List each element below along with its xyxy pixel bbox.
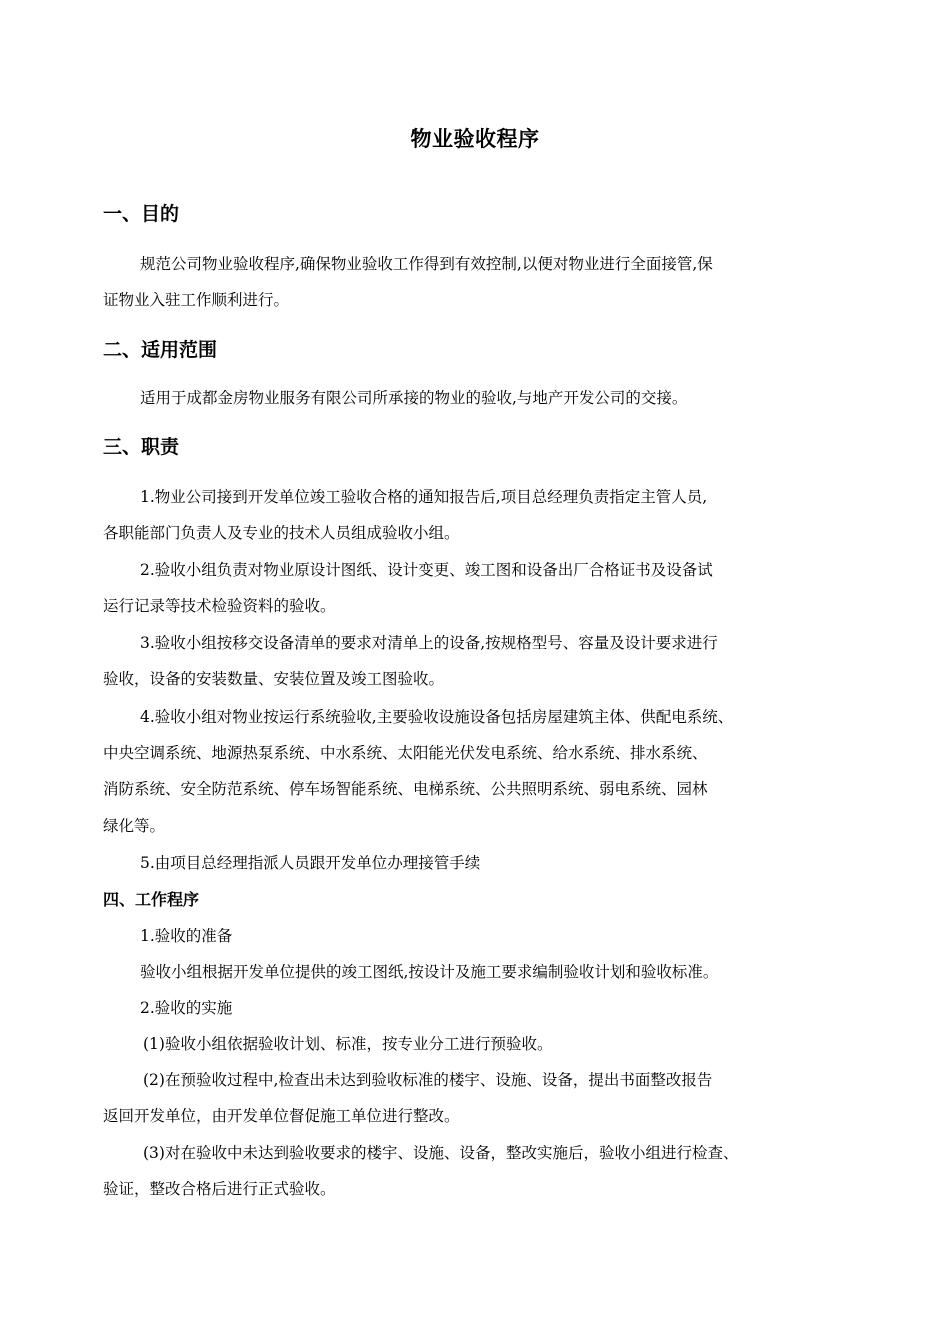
paragraph-line: 5.由项目总经理指派人员跟开发单位办理接管手续 [140,854,481,872]
section-heading-procedure: 四、工作程序 [103,890,200,909]
paragraph-line: 2.验收的实施 [140,999,233,1017]
paragraph-line: 中央空调系统、地源热泵系统、中水系统、太阳能光伏发电系统、给水系统、排水系统、 [103,744,708,762]
paragraph-line: (1)验收小组依据验收计划、标准，按专业分工进行预验收。 [143,1035,553,1053]
section-heading-responsibilities: 三、职责 [103,436,180,458]
document-title: 物业验收程序 [410,127,540,151]
paragraph-line: 消防系统、安全防范系统、停车场智能系统、电梯系统、公共照明系统、弱电系统、园林 [103,780,708,798]
section-heading-purpose: 一、目的 [103,203,180,225]
paragraph-line: 验证，整改合格后进行正式验收。 [103,1180,336,1198]
section-heading-scope: 二、适用范围 [103,339,218,361]
paragraph-line: 证物业入驻工作顺利进行。 [103,291,290,309]
paragraph-line: 运行记录等技术检验资料的验收。 [103,597,336,615]
paragraph-line: 4.验收小组对物业按运行系统验收,主要验收设施设备包括房屋建筑主体、供配电系统、 [140,708,734,726]
paragraph-line: 适用于成都金房物业服务有限公司所承接的物业的验收,与地产开发公司的交接。 [140,389,688,407]
paragraph-line: 1.物业公司接到开发单位竣工验收合格的通知报告后,项目总经理负责指定主管人员, [140,488,708,506]
paragraph-line: 验收，设备的安装数量、安装位置及竣工图验收。 [103,670,445,688]
paragraph-line: (3)对在验收中未达到验收要求的楼宇、设施、设备，整改实施后，验收小组进行检查、 [143,1144,739,1162]
paragraph-line: (2)在预验收过程中,检查出未达到验收标准的楼宇、设施、设备，提出书面整改报告 [143,1071,713,1089]
paragraph-line: 返回开发单位，由开发单位督促施工单位进行整改。 [103,1107,460,1125]
paragraph-line: 各职能部门负责人及专业的技术人员组成验收小组。 [103,524,460,542]
paragraph-line: 规范公司物业验收程序,确保物业验收工作得到有效控制,以便对物业进行全面接管,保 [140,255,713,273]
paragraph-line: 3.验收小组按移交设备清单的要求对清单上的设备,按规格型号、容量及设计要求进行 [140,634,718,652]
paragraph-line: 2.验收小组负责对物业原设计图纸、设计变更、竣工图和设备出厂合格证书及设备试 [140,561,713,579]
paragraph-line: 验收小组根据开发单位提供的竣工图纸,按设计及施工要求编制验收计划和验收标准。 [140,963,719,981]
paragraph-line: 绿化等。 [103,817,166,835]
paragraph-line: 1.验收的准备 [140,927,233,945]
